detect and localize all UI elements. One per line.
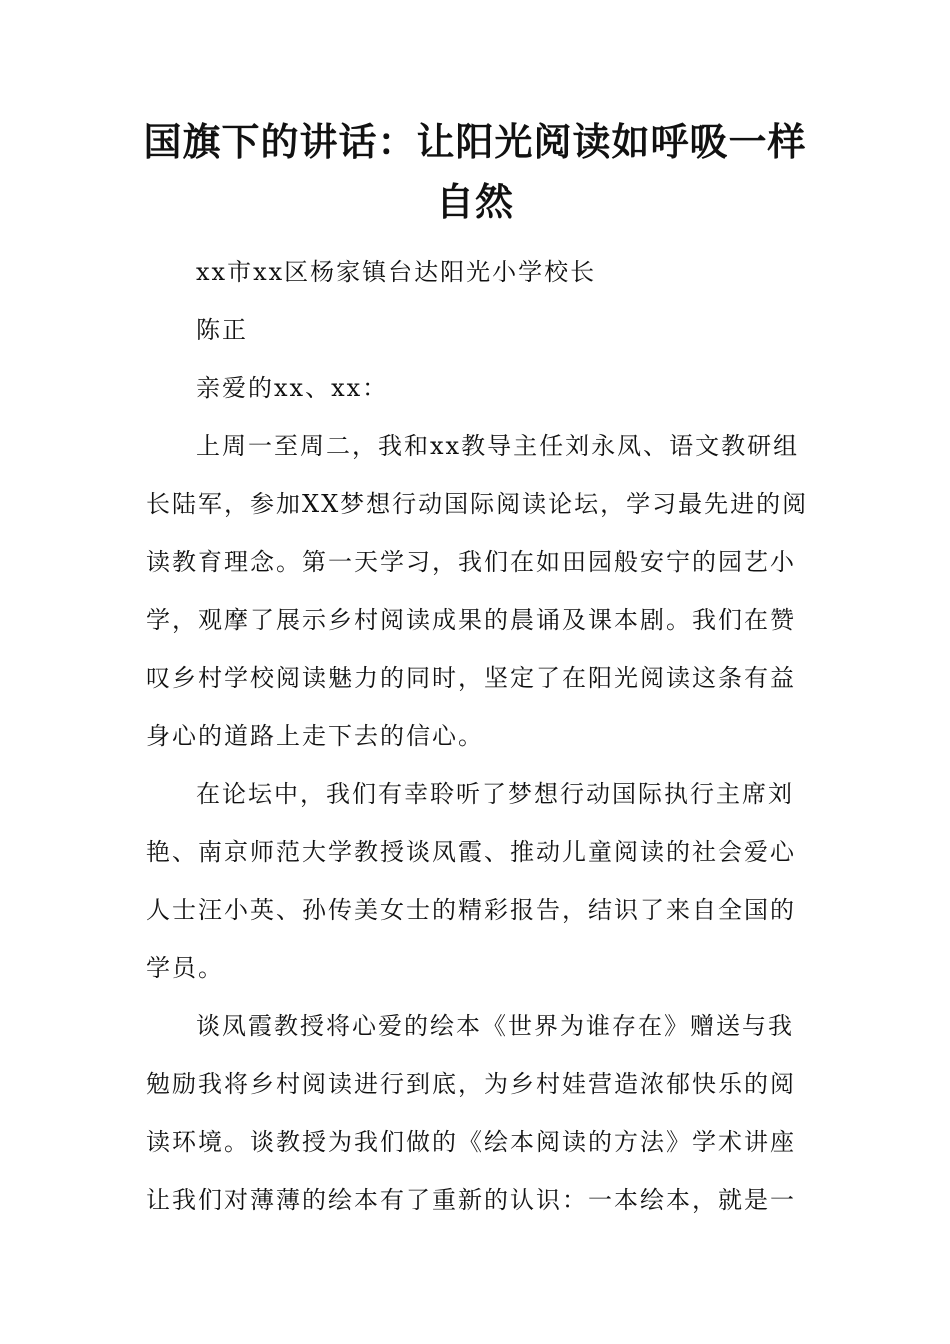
paragraph-line: 在论坛中，我们有幸聆听了梦想行动国际执行主席刘 bbox=[196, 780, 794, 808]
paragraph-1 bbox=[146, 417, 812, 765]
author-affiliation: xx市xx区杨家镇台达阳光小学校长 bbox=[196, 258, 597, 286]
paragraph-line: 上周一至周二，我和xx教导主任刘永凤、语文教研组 bbox=[196, 432, 800, 460]
salutation: 亲爱的xx、xx： bbox=[196, 374, 389, 402]
title-line-2: 自然 bbox=[435, 180, 514, 224]
document-body bbox=[146, 243, 812, 1229]
paragraph-line: 读教育理念。第一天学习，我们在如田园般安宁的园艺小 bbox=[146, 548, 796, 576]
paragraph-line: 学员。 bbox=[146, 954, 224, 982]
title-line-1: 国旗下的讲话：让阳光阅读如呼吸一样 bbox=[143, 120, 807, 164]
author-name: 陈正 bbox=[196, 316, 248, 344]
document-title bbox=[140, 112, 810, 232]
paragraph-line: 人士汪小英、孙传美女士的精彩报告，结识了来自全国的 bbox=[146, 896, 796, 924]
paragraph-line: 谈凤霞教授将心爱的绘本《世界为谁存在》赠送与我 bbox=[196, 1012, 794, 1040]
paragraph-line: 身心的道路上走下去的信心。 bbox=[146, 722, 484, 750]
paragraph-line: 长陆军，参加XX梦想行动国际阅读论坛，学习最先进的阅 bbox=[146, 490, 809, 518]
paragraph-line: 学，观摩了展示乡村阅读成果的晨诵及课本剧。我们在赞 bbox=[146, 606, 796, 634]
paragraph-3 bbox=[146, 997, 812, 1229]
paragraph-2 bbox=[146, 765, 812, 997]
paragraph-line: 读环境。谈教授为我们做的《绘本阅读的方法》学术讲座 bbox=[146, 1128, 796, 1156]
paragraph-line: 勉励我将乡村阅读进行到底，为乡村娃营造浓郁快乐的阅 bbox=[146, 1070, 796, 1098]
paragraph-line: 艳、南京师范大学教授谈凤霞、推动儿童阅读的社会爱心 bbox=[146, 838, 796, 866]
paragraph-line: 让我们对薄薄的绘本有了重新的认识：一本绘本，就是一 bbox=[146, 1186, 796, 1214]
paragraph-line: 叹乡村学校阅读魅力的同时，坚定了在阳光阅读这条有益 bbox=[146, 664, 796, 692]
